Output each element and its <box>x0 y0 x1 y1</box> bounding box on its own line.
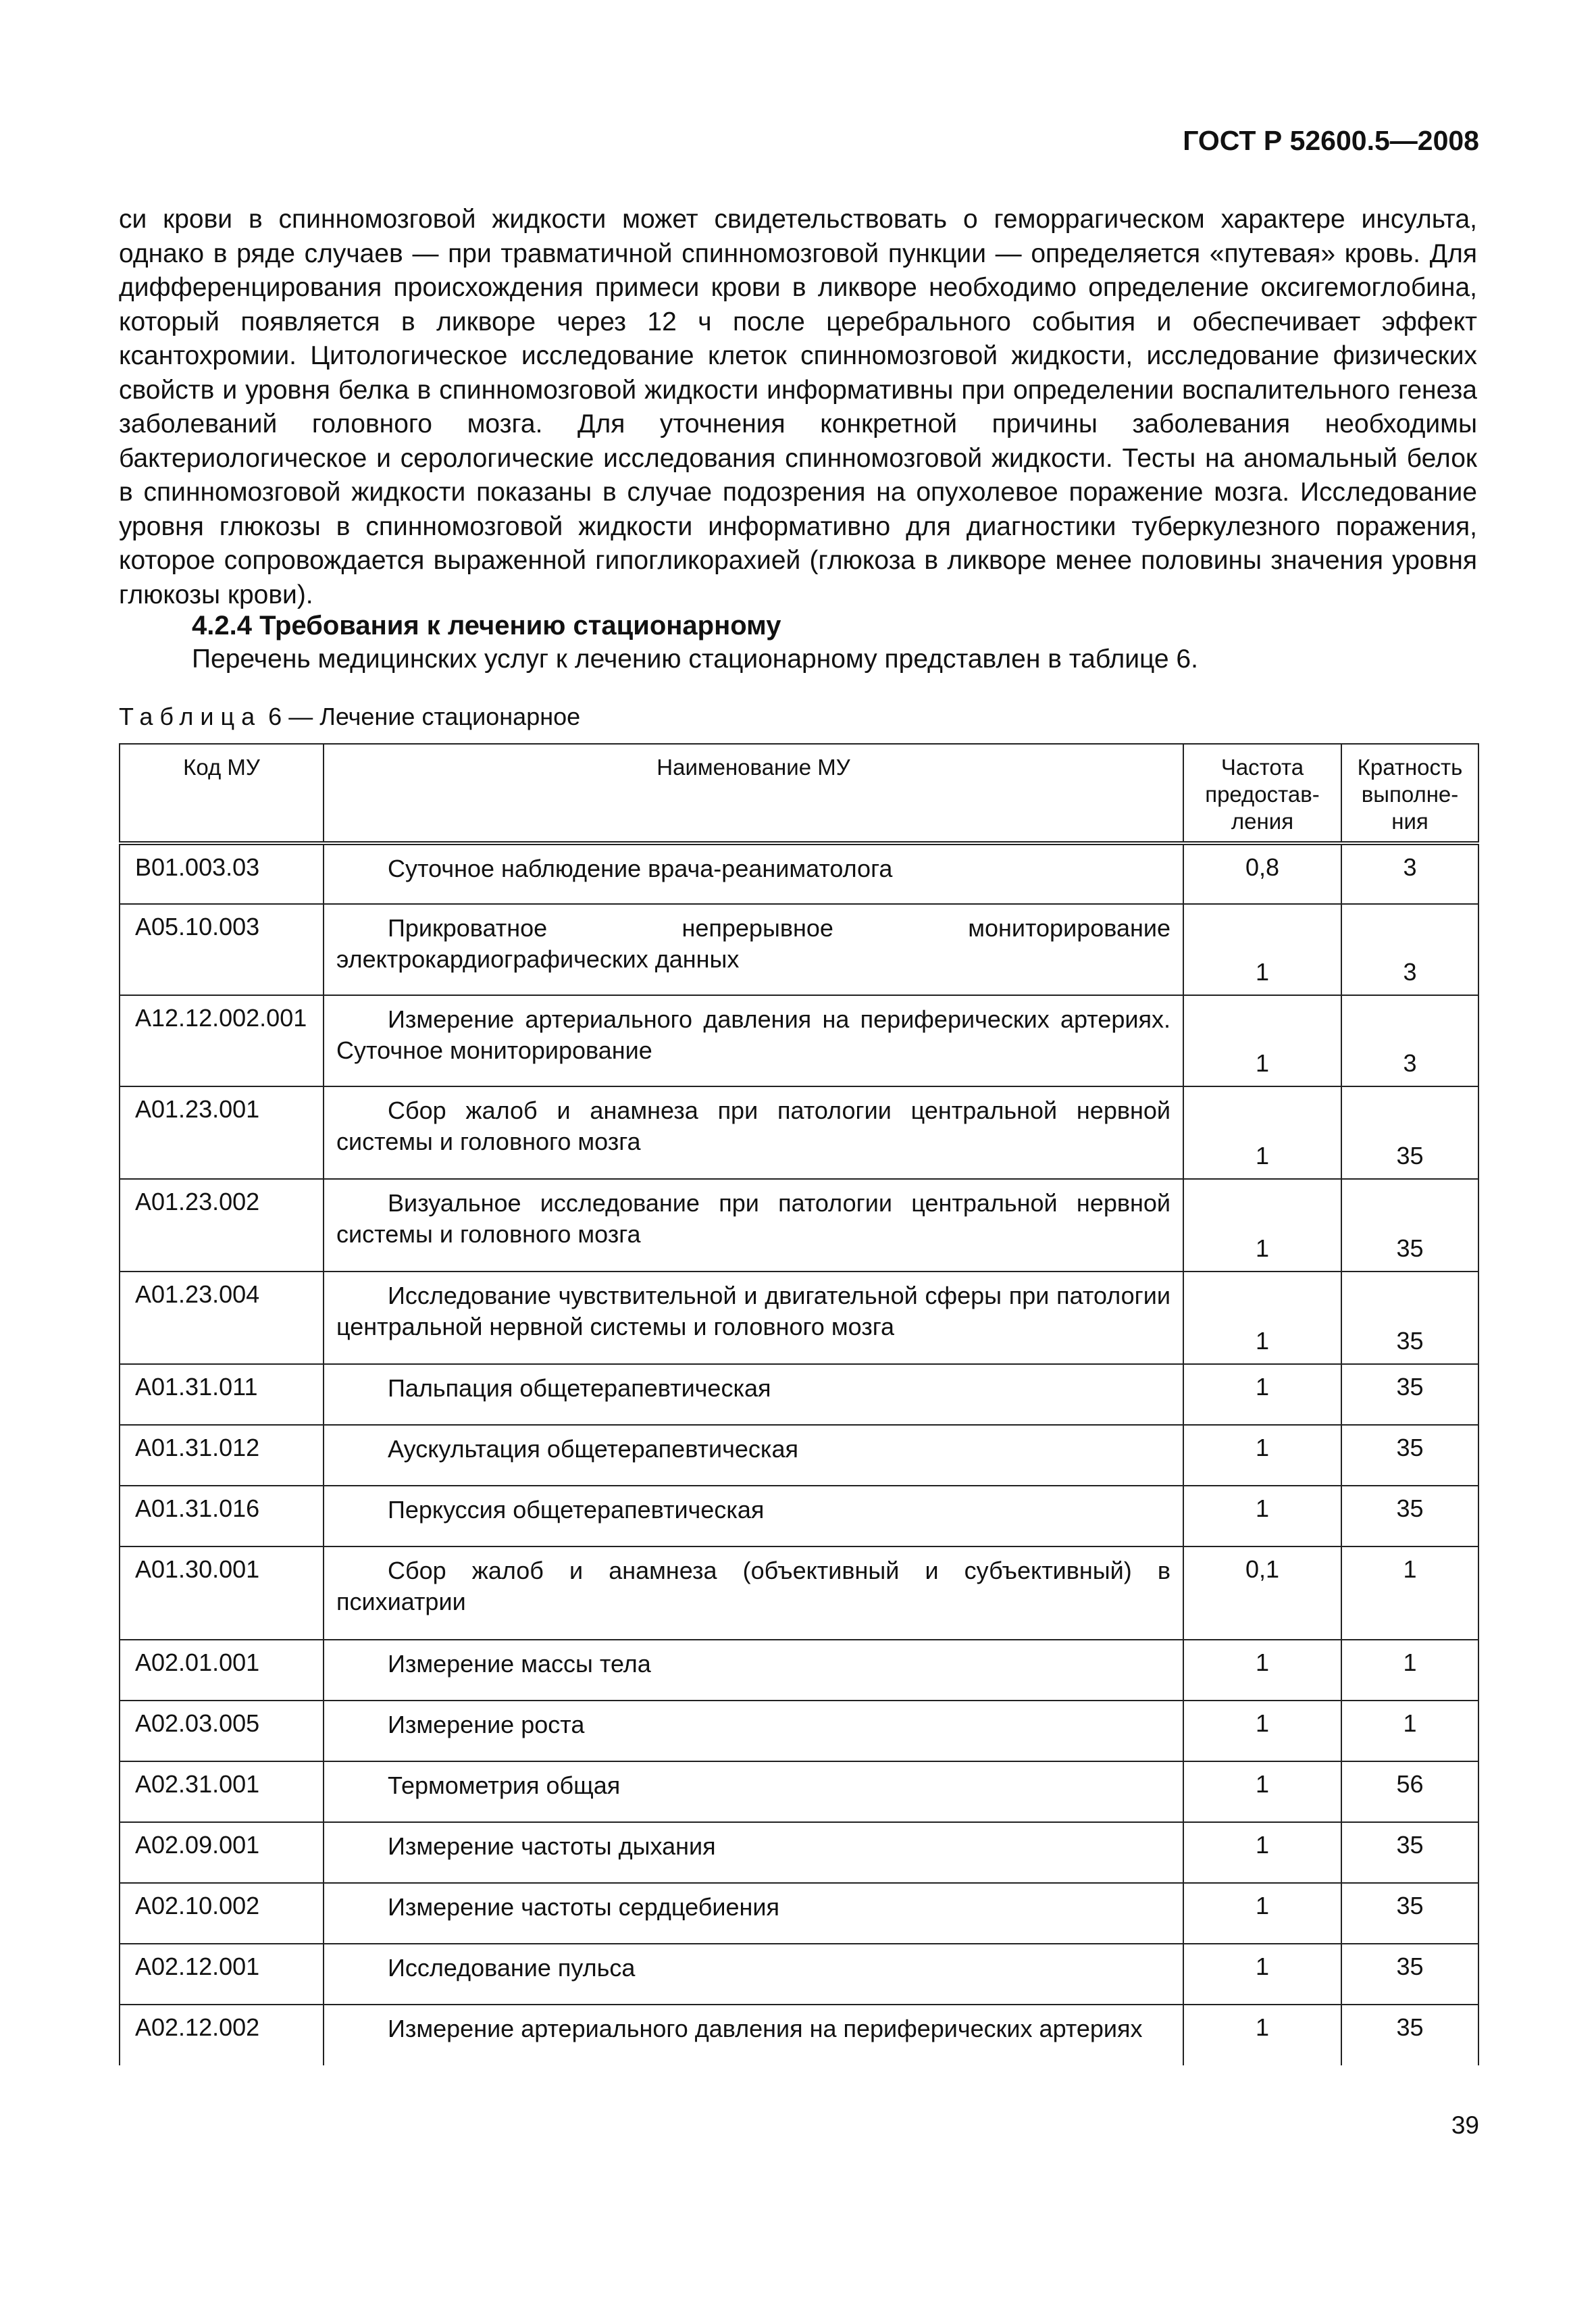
table-row <box>120 1640 1478 1701</box>
cell-code: А01.23.004 <box>120 1272 324 1364</box>
cell-code: А02.12.001 <box>120 1944 324 2005</box>
cell-frequency: 1 <box>1183 1179 1341 1272</box>
column-header-frequency: Частота предостав-ления <box>1183 744 1341 843</box>
cell-code: А02.10.002 <box>120 1883 324 1944</box>
cell-name: Сбор жалоб и анамнеза при патологии центральной нервной системы и головного мозга <box>324 1086 1183 1179</box>
cell-multiplicity: 1 <box>1341 1640 1478 1701</box>
table-row <box>120 1272 1478 1364</box>
cell-multiplicity: 35 <box>1341 1883 1478 1944</box>
cell-multiplicity: 35 <box>1341 1179 1478 1272</box>
document-id-header: ГОСТ Р 52600.5—2008 <box>1183 125 1479 156</box>
table-caption-title: 6 — Лечение стационарное <box>268 703 581 730</box>
cell-frequency: 0,1 <box>1183 1546 1341 1640</box>
cell-code: А01.30.001 <box>120 1546 324 1640</box>
cell-code: А02.12.002 <box>120 2005 324 2065</box>
cell-name: Измерение массы тела <box>324 1640 1183 1701</box>
cell-frequency: 1 <box>1183 1486 1341 1546</box>
table-row <box>120 843 1478 904</box>
cell-code: А01.31.012 <box>120 1425 324 1486</box>
table-row <box>120 1086 1478 1179</box>
body-paragraph: си крови в спинномозговой жидкости может свидетельствовать о геморрагическом характере инсульта, однако в ряде случаев — при травматичной спинномозговой пункции — определяется «путевая» кровь. Для дифференцирования происхождения примеси крови в ликворе необходимо определение оксигемоглобина, который появляется в ликворе через 12 ч после церебрального события и обеспечивает эффект ксантохромии. Цитологическое исследование клеток спинномозговой жидкости, исследование физических свойств и уровня белка в спинномозговой жидкости информативны при определении воспалительного генеза заболеваний головного мозга. Для уточнения конкретной причины заболевания необходимы бактериологическое и серологические исследования спинномозговой жидкости. Тесты на аномальный белок в спинномозговой жидкости показаны в случае подозрения на опухолевое поражение мозга. Исследование уровня глюкозы в спинномозговой жидкости информативно для диагностики туберкулезного поражения, которое сопровождается выраженной гипогликорахией (глюкоза в ликворе менее половины значения уровня глюкозы крови). <box>119 205 1477 609</box>
cell-code: А02.09.001 <box>120 1822 324 1883</box>
cell-name: Прикроватное непрерывное мониторирование электрокардиографических данных <box>324 904 1183 995</box>
table-row <box>120 995 1478 1086</box>
cell-multiplicity: 1 <box>1341 1701 1478 1761</box>
cell-multiplicity: 35 <box>1341 1822 1478 1883</box>
page-number: 39 <box>1451 2111 1479 2139</box>
cell-frequency: 1 <box>1183 1364 1341 1425</box>
cell-multiplicity: 35 <box>1341 1486 1478 1546</box>
cell-name: Измерение артериального давления на периферических артериях <box>324 2005 1183 2065</box>
cell-name: Аускультация общетерапевтическая <box>324 1425 1183 1486</box>
table-caption <box>119 703 580 731</box>
cell-code: А01.23.002 <box>120 1179 324 1272</box>
cell-name: Исследование пульса <box>324 1944 1183 2005</box>
cell-frequency: 1 <box>1183 1761 1341 1822</box>
cell-name: Перкуссия общетерапевтическая <box>324 1486 1183 1546</box>
table-body <box>120 843 1478 2065</box>
cell-frequency: 1 <box>1183 1640 1341 1701</box>
cell-code: А02.01.001 <box>120 1640 324 1701</box>
cell-multiplicity: 56 <box>1341 1761 1478 1822</box>
table-row <box>120 904 1478 995</box>
cell-code: А05.10.003 <box>120 904 324 995</box>
section-heading: 4.2.4 Требования к лечению стационарному <box>192 611 781 640</box>
cell-name: Измерение частоты дыхания <box>324 1822 1183 1883</box>
table-row <box>120 1883 1478 1944</box>
cell-multiplicity: 35 <box>1341 1086 1478 1179</box>
cell-multiplicity: 35 <box>1341 1425 1478 1486</box>
column-header-multiplicity: Кратность выполне-ния <box>1341 744 1478 843</box>
table-row <box>120 1822 1478 1883</box>
table-row <box>120 1761 1478 1822</box>
table-row <box>120 1486 1478 1546</box>
cell-code: В01.003.03 <box>120 843 324 904</box>
cell-name: Визуальное исследование при патологии центральной нервной системы и головного мозга <box>324 1179 1183 1272</box>
table-row <box>120 1701 1478 1761</box>
cell-frequency: 1 <box>1183 904 1341 995</box>
cell-multiplicity: 1 <box>1341 1546 1478 1640</box>
cell-frequency: 1 <box>1183 1944 1341 2005</box>
table-row <box>120 1364 1478 1425</box>
cell-name: Пальпация общетерапевтическая <box>324 1364 1183 1425</box>
cell-frequency: 1 <box>1183 1822 1341 1883</box>
cell-frequency: 1 <box>1183 1701 1341 1761</box>
cell-multiplicity: 35 <box>1341 1272 1478 1364</box>
cell-multiplicity: 35 <box>1341 1944 1478 2005</box>
table-row <box>120 1944 1478 2005</box>
cell-frequency: 1 <box>1183 1272 1341 1364</box>
cell-name: Термометрия общая <box>324 1761 1183 1822</box>
cell-name: Суточное наблюдение врача-реаниматолога <box>324 843 1183 904</box>
cell-code: А02.03.005 <box>120 1701 324 1761</box>
cell-code: А01.23.001 <box>120 1086 324 1179</box>
cell-frequency: 0,8 <box>1183 843 1341 904</box>
column-header-code: Код МУ <box>120 744 324 843</box>
cell-frequency: 1 <box>1183 1086 1341 1179</box>
cell-frequency: 1 <box>1183 995 1341 1086</box>
table-caption-prefix: Таблица <box>119 703 262 730</box>
cell-multiplicity: 35 <box>1341 2005 1478 2065</box>
cell-code: А01.31.011 <box>120 1364 324 1425</box>
cell-multiplicity: 3 <box>1341 904 1478 995</box>
column-header-name: Наименование МУ <box>324 744 1183 843</box>
cell-multiplicity: 3 <box>1341 843 1478 904</box>
cell-frequency: 1 <box>1183 2005 1341 2065</box>
table-row <box>120 1179 1478 1272</box>
cell-multiplicity: 35 <box>1341 1364 1478 1425</box>
table-intro-text: Перечень медицинских услуг к лечению стационарному представлен в таблице 6. <box>192 645 1198 674</box>
cell-multiplicity: 3 <box>1341 995 1478 1086</box>
cell-code: А01.31.016 <box>120 1486 324 1546</box>
cell-name: Измерение артериального давления на периферических артериях. Суточное мониторирование <box>324 995 1183 1086</box>
cell-name: Исследование чувствительной и двигательной сферы при патологии центральной нервной системы и головного мозга <box>324 1272 1183 1364</box>
cell-code: А02.31.001 <box>120 1761 324 1822</box>
cell-frequency: 1 <box>1183 1883 1341 1944</box>
cell-frequency: 1 <box>1183 1425 1341 1486</box>
table-row <box>120 2005 1478 2065</box>
table-row <box>120 1425 1478 1486</box>
cell-name: Измерение роста <box>324 1701 1183 1761</box>
table-header-row <box>120 744 1478 843</box>
cell-code: А12.12.002.001 <box>120 995 324 1086</box>
table-row <box>120 1546 1478 1640</box>
services-table <box>119 743 1479 2065</box>
cell-name: Измерение частоты сердцебиения <box>324 1883 1183 1944</box>
cell-name: Сбор жалоб и анамнеза (объективный и субъективный) в психиатрии <box>324 1546 1183 1640</box>
